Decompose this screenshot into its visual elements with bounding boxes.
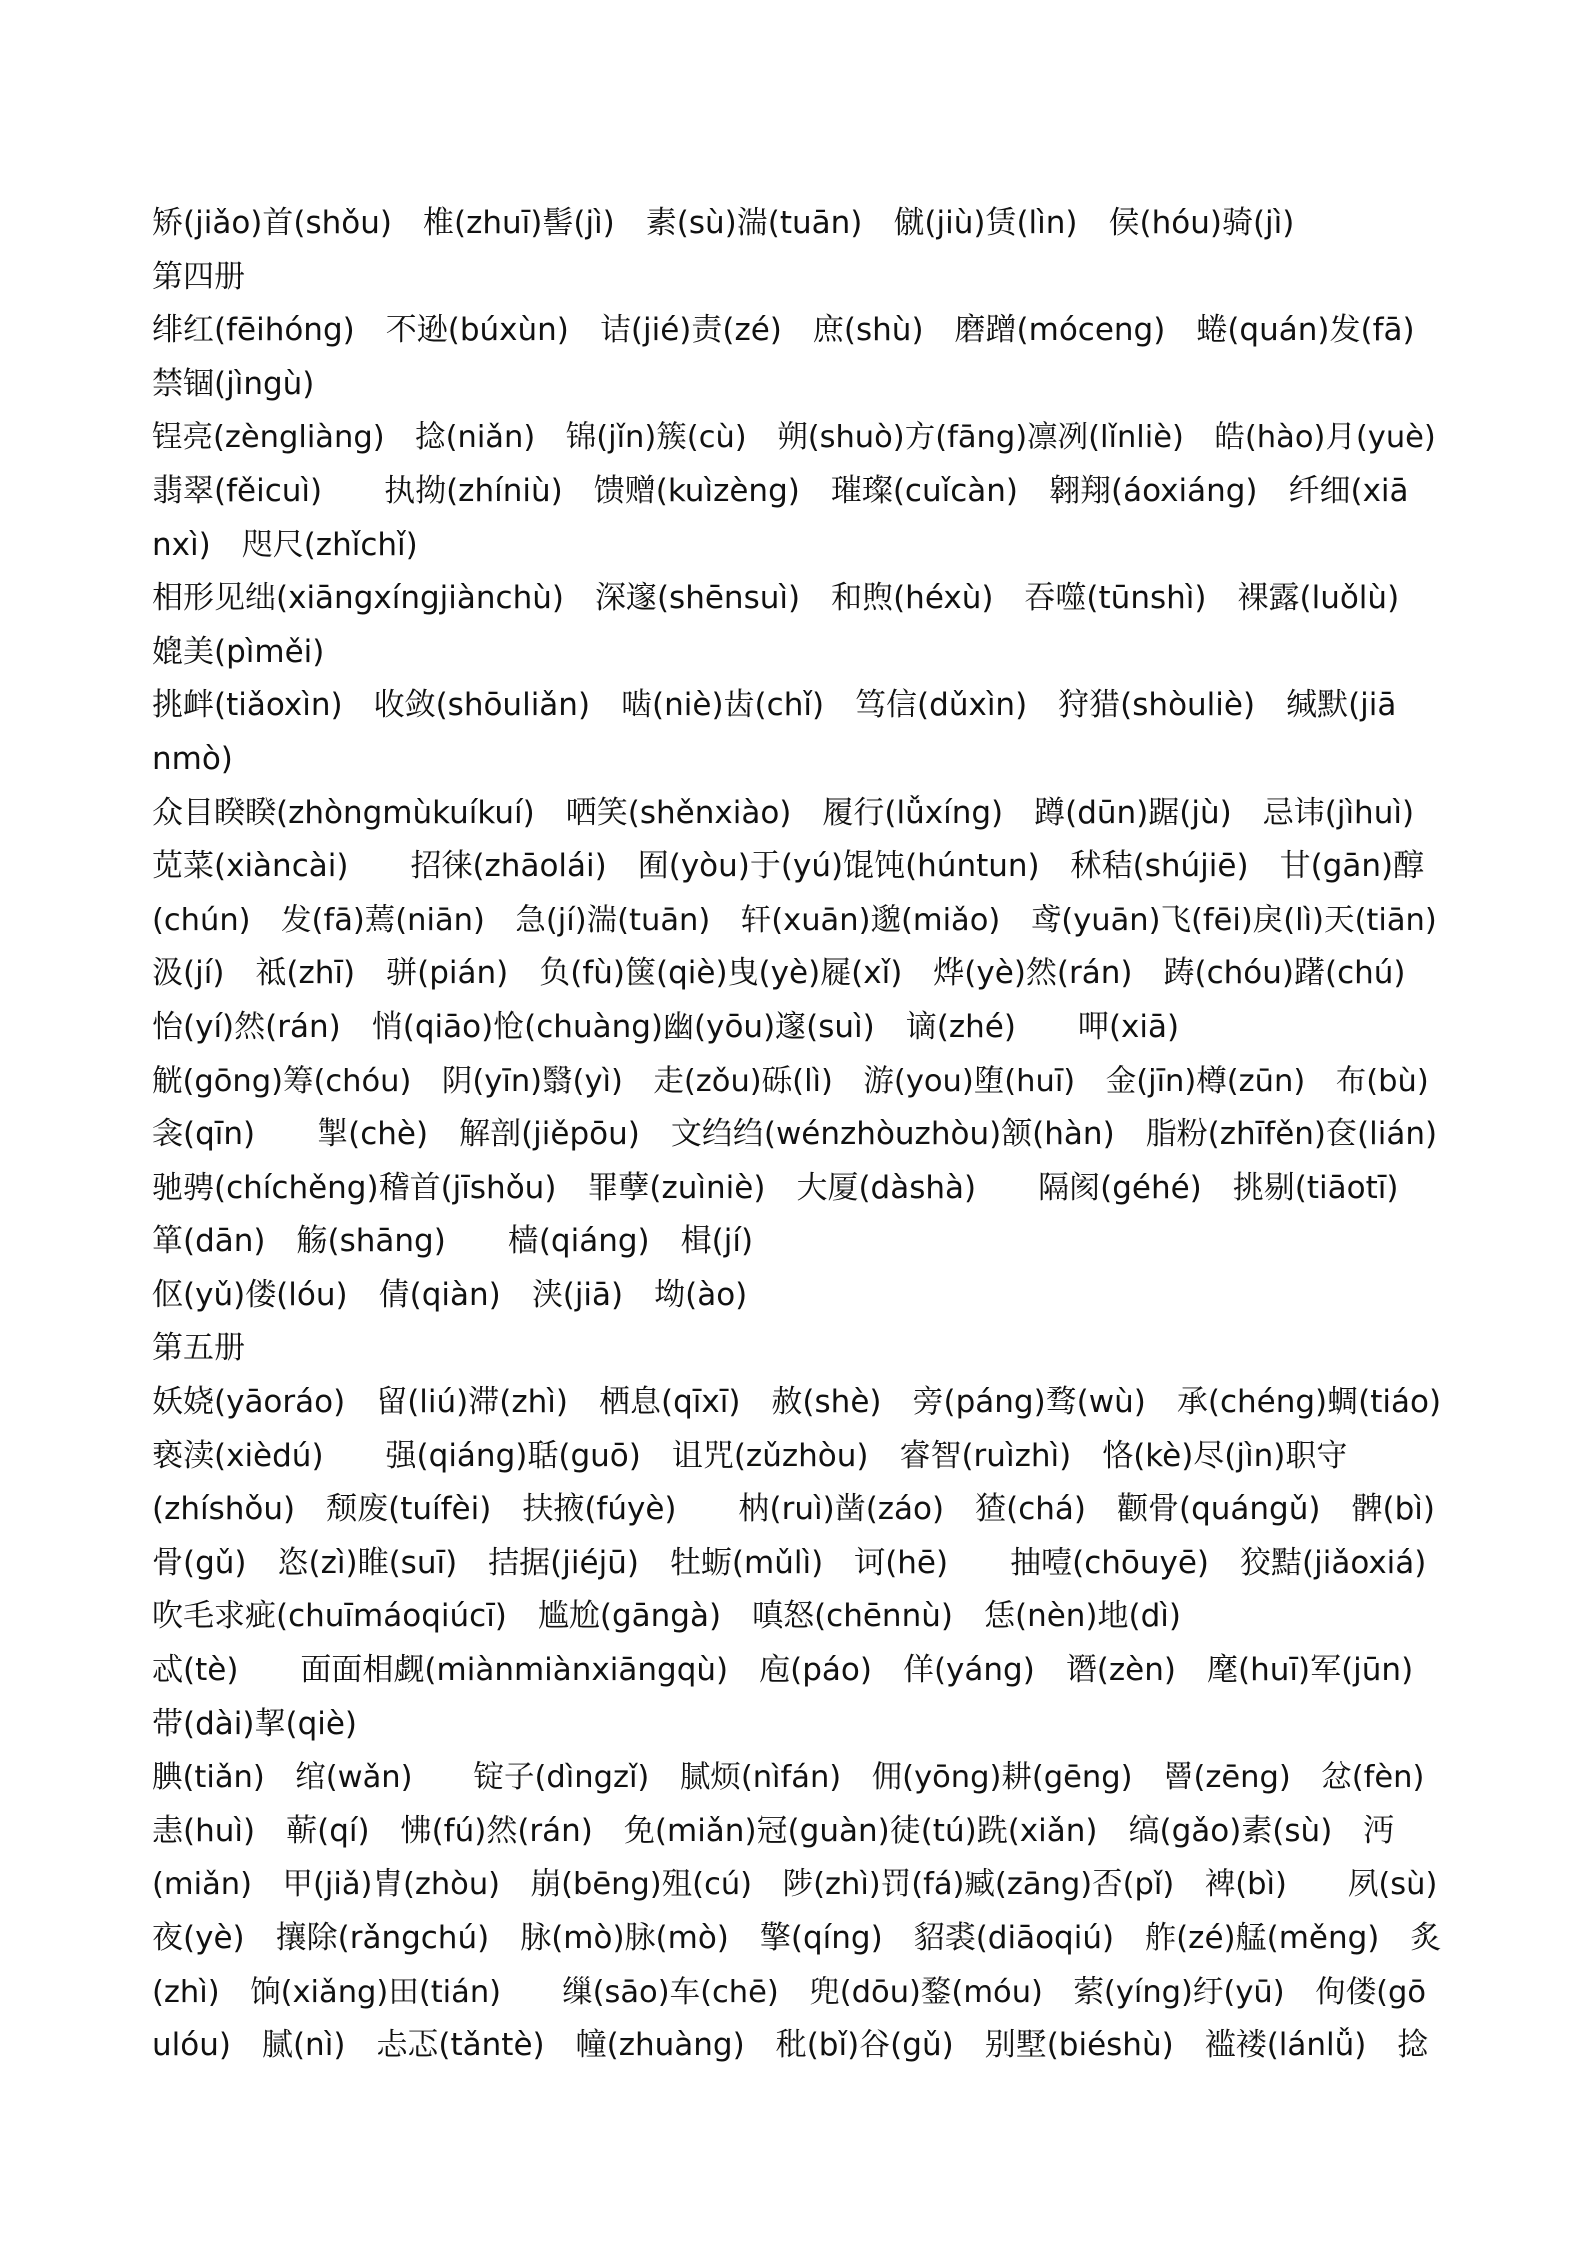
text-line: 夜(yè) 攘除(rǎngchú) 脉(mò)脉(mò) 擎(qíng) 貂裘(diāoqiú) 舴(zé)艋(měng) 炙 [152, 1920, 1442, 1956]
text-line: 禁锢(jìngù) [152, 365, 315, 402]
text-line: (chún) 发(fā)蔫(niān) 急(jí)湍(tuān) 轩(xuān)邈(miǎo) 鸢(yuān)飞(fēi)戾(lì)天(tiān) [152, 902, 1437, 938]
text-line: 箪(dān) 觞(shāng) 樯(qiáng) 楫(jí) [152, 1223, 754, 1260]
text-line: nmò) [152, 740, 233, 777]
text-line: 绯红(fēihóng) 不逊(búxùn) 诘(jié)责(zé) 庶(shù) 磨蹭(móceng) 蜷(quán)发(fā) [152, 312, 1415, 349]
text-line: 吹毛求疵(chuīmáoqiúcī) 尴尬(gāngà) 嗔怒(chēnnù) 恁(nèn)地(dì) [152, 1598, 1182, 1635]
text-line: 伛(yǔ)偻(lóu) 倩(qiàn) 浃(jiā) 坳(ào) [152, 1276, 748, 1313]
text-line: (zhíshǒu) 颓废(tuífèi) 扶掖(fúyè) 枘(ruì)凿(záo) 猹(chá) 颧骨(quángǔ) 髀(bì) [152, 1491, 1435, 1528]
text-line: 带(dài)挈(qiè) [152, 1705, 358, 1742]
text-line: 锃亮(zèngliàng) 捻(niǎn) 锦(jǐn)簇(cù) 朔(shuò)方(fāng)凛冽(lǐnliè) 皓(hào)月(yuè) [152, 420, 1436, 456]
text-line: 妖娆(yāoráo) 留(liú)滞(zhì) 栖息(qīxī) 赦(shè) 旁(páng)骛(wù) 承(chéng)蜩(tiáo) [152, 1384, 1442, 1421]
text-line: 忒(tè) 面面相觑(miànmiànxiāngqù) 庖(páo) 佯(yáng) 谮(zèn) 麾(huī)军(jūn) [152, 1652, 1414, 1689]
text-line: 挑衅(tiǎoxìn) 收敛(shōuliǎn) 啮(niè)齿(chǐ) 笃信(dǔxìn) 狩猎(shòuliè) 缄默(jiā [152, 687, 1397, 724]
text-line: 觥(gōng)筹(chóu) 阴(yīn)翳(yì) 走(zǒu)砾(lì) 游(you)堕(huī) 金(jīn)樽(zūn) 布(bù) [152, 1063, 1429, 1099]
text-line: 恚(huì) 蕲(qí) 怫(fú)然(rán) 免(miǎn)冠(guàn)徒(tú)跣(xiǎn) 缟(gǎo)素(sù) 沔 [152, 1812, 1395, 1849]
text-line: 骨(gǔ) 恣(zì)睢(suī) 拮据(jiéjū) 牡蛎(mǔlì) 诃(hē) 抽噎(chōuyē) 狡黠(jiǎoxiá) [152, 1544, 1427, 1581]
text-line: (zhì) 饷(xiǎng)田(tián) 缫(sāo)车(chē) 兜(dōu)鍪(móu) 萦(yíng)纡(yū) 佝偻(gō [152, 1974, 1427, 2010]
text-line: 怡(yí)然(rán) 悄(qiāo)怆(chuàng)幽(yōu)邃(suì) 谪(zhé) 呷(xiā) [152, 1008, 1180, 1045]
text-line: 矫(jiǎo)首(shǒu) 椎(zhuī)髻(jì) 素(sù)湍(tuān) 僦(jiù)赁(lìn) 侯(hóu)骑(jì) [152, 205, 1295, 241]
text-line: (miǎn) 甲(jiǎ)胄(zhòu) 崩(bēng)殂(cú) 陟(zhì)罚(fá)臧(zāng)否(pǐ) 裨(bì) 夙(sù) [152, 1867, 1438, 1903]
text-line: 驰骋(chíchěng)稽首(jīshǒu) 罪孽(zuìniè) 大厦(dàshà) 隔阂(géhé) 挑剔(tiāotī) [152, 1169, 1399, 1206]
text-line: 衾(qīn) 掣(chè) 解剖(jiěpōu) 文绉绉(wénzhòuzhòu)颔(hàn) 脂粉(zhīfěn)奁(lián) [152, 1116, 1438, 1153]
text-line: nxì) 咫尺(zhǐchǐ) [152, 526, 418, 563]
text-line: 亵渎(xièdú) 强(qiáng)聒(guō) 诅咒(zǔzhòu) 睿智(ruìzhì) 恪(kè)尽(jìn)职守 [152, 1437, 1348, 1474]
text-line: 腆(tiǎn) 绾(wǎn) 锭子(dìngzǐ) 腻烦(nìfán) 佣(yōng)耕(gēng) 罾(zēng) 忿(fèn) [152, 1760, 1425, 1796]
section-heading-book-5: 第五册 [152, 1330, 245, 1367]
text-line: 媲美(pìměi) [152, 633, 325, 670]
text-line: 汲(jí) 祗(zhī) 骈(pián) 负(fù)箧(qiè)曳(yè)屣(xǐ) 烨(yè)然(rán) 踌(chóu)躇(chú) [152, 955, 1406, 992]
text-line: 众目睽睽(zhòngmùkuíkuí) 哂笑(shěnxiào) 履行(lǚxíng) 蹲(dūn)踞(jù) 忌讳(jìhuì) [152, 794, 1415, 831]
text-line: 苋菜(xiàncài) 招徕(zhāolái) 囿(yòu)于(yú)馄饨(húntun) 秫秸(shújiē) 甘(gān)醇 [152, 848, 1425, 885]
document-page [152, 197, 1442, 2073]
section-heading-book-4: 第四册 [152, 258, 245, 295]
text-line: 相形见绌(xiāngxíngjiànchù) 深邃(shēnsuì) 和煦(héxù) 吞噬(tūnshì) 裸露(luǒlù) [152, 580, 1400, 617]
text-line: 翡翠(fěicuì) 执拗(zhíniù) 馈赠(kuìzèng) 璀璨(cuǐcàn) 翱翔(áoxiáng) 纤细(xiā [152, 472, 1409, 509]
text-line: ulóu) 腻(nì) 忐忑(tǎntè) 幢(zhuàng) 秕(bǐ)谷(gǔ) 别墅(biéshù) 褴褛(lánlǚ) 捻 [152, 2027, 1429, 2064]
